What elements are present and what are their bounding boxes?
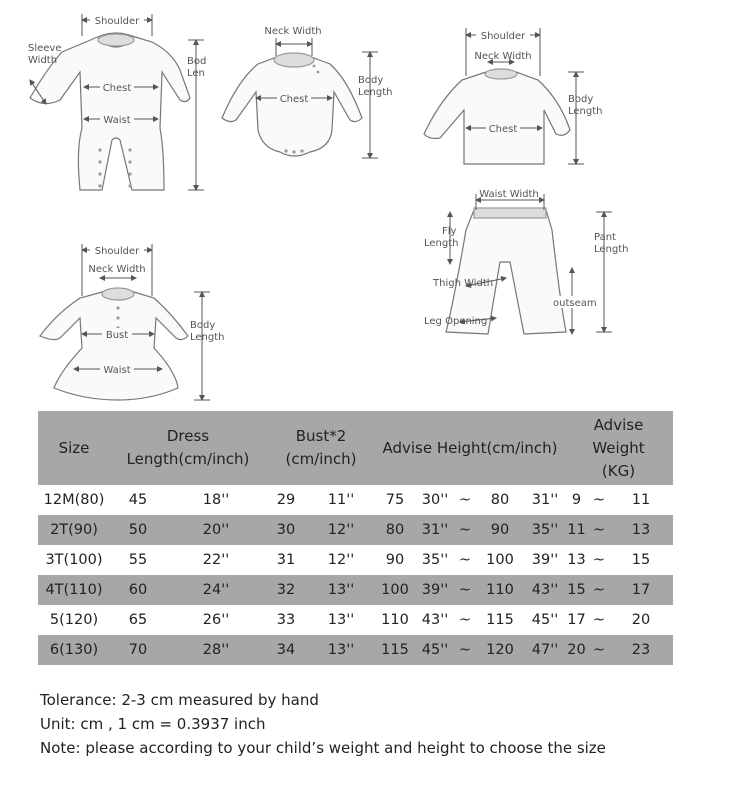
cell-h-sep: ~ [458,612,472,628]
header-dress-length [110,411,266,485]
cell-h-min-in: 45'' [414,635,456,665]
cell-bust-cm: 33 [276,612,296,628]
header-bust-line2: (cm/inch) [285,450,357,468]
cell-len-cm: 45 [128,492,148,508]
cell-bust-cm: 31 [276,552,296,568]
bodysuit-length-label-2: Length [358,87,393,98]
bodysuit-length-label-1: Body [358,75,384,86]
cell-w-sep: ~ [589,515,609,545]
romper-length-label-2: Len [187,68,205,79]
cell-h-min-in: 35'' [421,552,449,568]
cell-w-sep: ~ [589,575,609,605]
cell-h-sep: ~ [456,635,474,665]
dress-diagram [40,288,188,400]
cell-len-cm: 50 [110,515,166,545]
cell-h-max-cm: 115 [486,612,514,628]
cell-len-in: 22'' [202,552,230,568]
header-weight-line2: Weight [592,438,645,457]
cell-h-sep: ~ [458,552,472,568]
table-row [38,635,673,665]
cell-h-min-in: 31'' [414,515,456,545]
bodysuit-neck-label: Neck Width [264,26,322,37]
cell-len-in: 26'' [202,612,230,628]
cell-w-sep: ~ [592,612,606,628]
cell-h-max-cm: 90 [474,515,526,545]
cell-h-min-cm: 80 [376,515,414,545]
pants-waist-label: Waist Width [479,189,539,200]
cell-bust-in: 13'' [306,635,376,665]
cell-len-in: 18'' [202,492,230,508]
cell-len-in: 24'' [166,575,266,605]
header-dress-length-line1: Dress [166,427,210,445]
header-size: Size [38,411,110,485]
romper-shoulder-label: Shoulder [94,16,140,27]
romper-chest-label: Chest [102,83,132,94]
size-table [38,411,673,665]
cell-len-in: 20'' [166,515,266,545]
header-weight-line3: (KG) [601,461,636,480]
header-height: Advise Height(cm/inch) [376,411,564,485]
cell-size: 4T(110) [38,575,110,605]
cell-w-min: 15 [564,575,589,605]
cell-w-sep: ~ [592,492,606,508]
pants-leg-opening-label: Leg Opening [424,316,488,327]
cell-h-max-in: 43'' [526,575,564,605]
cell-w-max: 20 [631,612,651,628]
cell-w-sep: ~ [592,552,606,568]
cell-size: 3T(100) [45,552,103,568]
tshirt-neck-label: Neck Width [474,51,532,62]
tshirt-diagram [424,69,570,164]
header-weight [564,411,673,485]
cell-bust-cm: 30 [266,515,306,545]
cell-len-cm: 65 [128,612,148,628]
dress-bust-label: Bust [105,330,129,341]
cell-h-min-in: 39'' [414,575,456,605]
pants-fly-label-1: Fly [442,226,457,237]
cell-size: 5(120) [49,612,99,628]
romper-sleeve-label-1: Sleeve [28,43,62,54]
cell-bust-in: 13'' [306,575,376,605]
pants-thigh-label: Thigh Width [433,278,494,289]
bodysuit-chest-label: Chest [279,94,309,105]
unit-note: Unit: cm , 1 cm = 0.3937 inch [40,715,266,733]
dress-neck-label: Neck Width [88,264,146,275]
cell-h-max-in: 45'' [531,612,559,628]
table-row [38,605,673,635]
cell-h-min-in: 43'' [421,612,449,628]
pants-length-label-2: Length [594,244,629,255]
tshirt-length-label-1: Body [568,94,594,105]
table-header-row [38,411,673,485]
dress-length-label-2: Length [190,332,225,343]
dress-waist-label: Waist [103,365,131,376]
cell-h-max-in: 35'' [526,515,564,545]
pants-outseam-label: outseam [553,298,597,309]
cell-h-max-cm: 110 [474,575,526,605]
cell-h-max-cm: 120 [474,635,526,665]
cell-h-min-in: 30'' [421,492,449,508]
cell-bust-in: 12'' [327,552,355,568]
cell-h-min-cm: 115 [376,635,414,665]
table-row [38,545,673,575]
cell-len-cm: 55 [128,552,148,568]
cell-h-sep: ~ [456,515,474,545]
header-bust-line1: Bust*2 [295,427,347,445]
size-choice-note: Note: please according to your child’s weight and height to choose the size [40,739,606,757]
cell-h-min-cm: 100 [376,575,414,605]
cell-bust-cm: 29 [276,492,296,508]
table-row [38,485,673,515]
cell-len-cm: 70 [110,635,166,665]
pants-length-label-1: Pant [594,232,616,243]
cell-w-min: 17 [567,612,586,628]
cell-h-min-cm: 90 [385,552,405,568]
romper-waist-label: Waist [103,115,131,126]
romper-length-label-1: Bod [187,56,207,67]
cell-size: 12M(80) [43,492,105,508]
table-row [38,575,673,605]
romper-sleeve-label-2: Width [28,55,58,66]
cell-bust-in: 12'' [306,515,376,545]
cell-w-max: 15 [631,552,651,568]
cell-h-min-cm: 75 [385,492,405,508]
cell-h-max-in: 31'' [531,492,559,508]
dress-length-label-1: Body [190,320,216,331]
cell-w-max: 11 [631,492,651,508]
tolerance-note: Tolerance: 2-3 cm measured by hand [40,691,319,709]
header-weight-line1: Advise [593,415,644,434]
cell-size: 6(130) [38,635,110,665]
header-dress-length-line2: Length(cm/inch) [126,450,250,468]
cell-w-sep: ~ [589,635,609,665]
cell-h-sep: ~ [456,575,474,605]
cell-h-min-cm: 110 [381,612,409,628]
dress-shoulder-label: Shoulder [94,246,140,257]
notes [40,688,606,760]
cell-bust-cm: 34 [266,635,306,665]
cell-bust-cm: 32 [266,575,306,605]
cell-len-in: 28'' [166,635,266,665]
table-row [38,515,673,545]
cell-h-max-cm: 100 [486,552,514,568]
cell-bust-in: 11'' [327,492,355,508]
cell-w-max: 17 [609,575,673,605]
tshirt-chest-label: Chest [488,124,518,135]
tshirt-shoulder-label: Shoulder [480,31,526,42]
cell-bust-in: 13'' [327,612,355,628]
cell-h-max-in: 39'' [531,552,559,568]
cell-w-min: 11 [564,515,589,545]
cell-w-max: 23 [609,635,673,665]
cell-w-min: 20 [564,635,589,665]
cell-len-cm: 60 [110,575,166,605]
cell-h-max-in: 47'' [526,635,564,665]
cell-h-sep: ~ [458,492,472,508]
tshirt-length-label-2: Length [568,106,603,117]
cell-h-max-cm: 80 [490,492,510,508]
pants-fly-label-2: Length [424,238,459,249]
cell-w-min: 9 [571,492,582,508]
cell-size: 2T(90) [38,515,110,545]
cell-w-max: 13 [609,515,673,545]
header-bust [266,411,376,485]
cell-w-min: 13 [567,552,586,568]
